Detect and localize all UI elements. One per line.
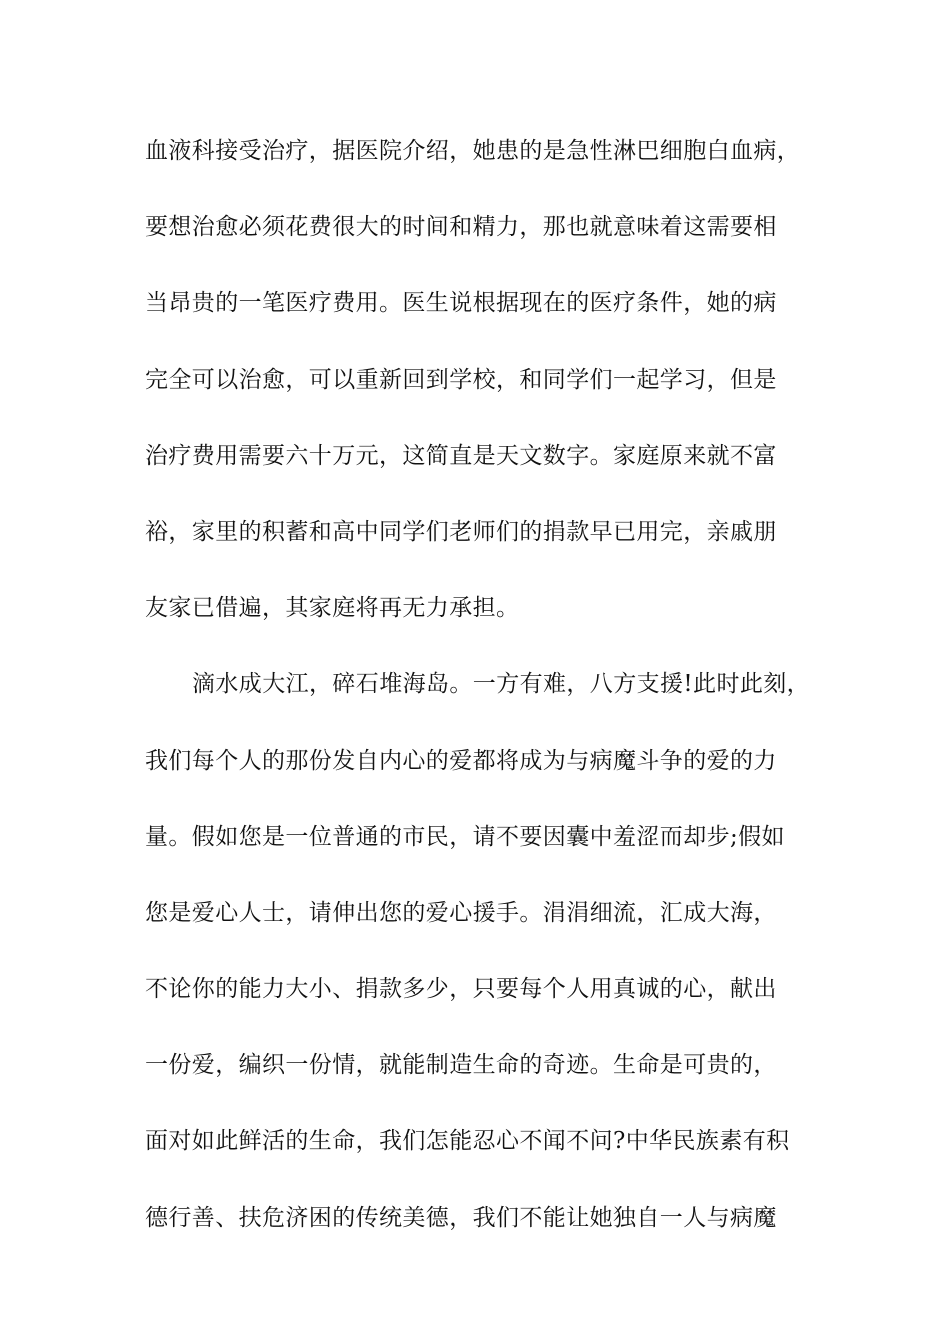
text-line-9: 我们每个人的那份发自内心的爱都将成为与病魔斗争的爱的力	[145, 747, 777, 774]
text-line-2: 要想治愈必须花费很大的时间和精力，那也就意味着这需要相	[145, 214, 777, 241]
text-line-11: 您是爱心人士，请伸出您的爱心援手。涓涓细流，汇成大海，	[145, 899, 777, 926]
document-body	[145, 127, 815, 1270]
text-line-12: 不论你的能力大小、捐款多少，只要每个人用真诚的心，献出	[145, 976, 777, 1003]
paragraph-start-line: 滴水成大江，碎石堆海岛。一方有难，八方支援!此时此刻，	[192, 671, 811, 698]
text-line-5: 治疗费用需要六十万元，这简直是天文数字。家庭原来就不富	[145, 442, 777, 469]
text-line-10: 量。假如您是一位普通的市民，请不要因囊中羞涩而却步;假如	[145, 823, 785, 850]
text-line-15: 德行善、扶危济困的传统美德，我们不能让她独自一人与病魔	[145, 1204, 777, 1231]
text-line-1: 血液科接受治疗，据医院介绍，她患的是急性淋巴细胞白血病，	[145, 138, 801, 164]
text-line-13: 一份爱，编织一份情，就能制造生命的奇迹。生命是可贵的，	[145, 1052, 777, 1079]
text-line-6: 裕，家里的积蓄和高中同学们老师们的捐款早已用完，亲戚朋	[145, 518, 777, 545]
text-line-4: 完全可以治愈，可以重新回到学校，和同学们一起学习，但是	[145, 366, 777, 393]
text-line-14: 面对如此鲜活的生命，我们怎能忍心不闻不问?中华民族素有积	[145, 1128, 790, 1155]
text-line-7: 友家已借遍，其家庭将再无力承担。	[145, 595, 520, 622]
text-line-3: 当昂贵的一笔医疗费用。医生说根据现在的医疗条件，她的病	[145, 290, 777, 317]
